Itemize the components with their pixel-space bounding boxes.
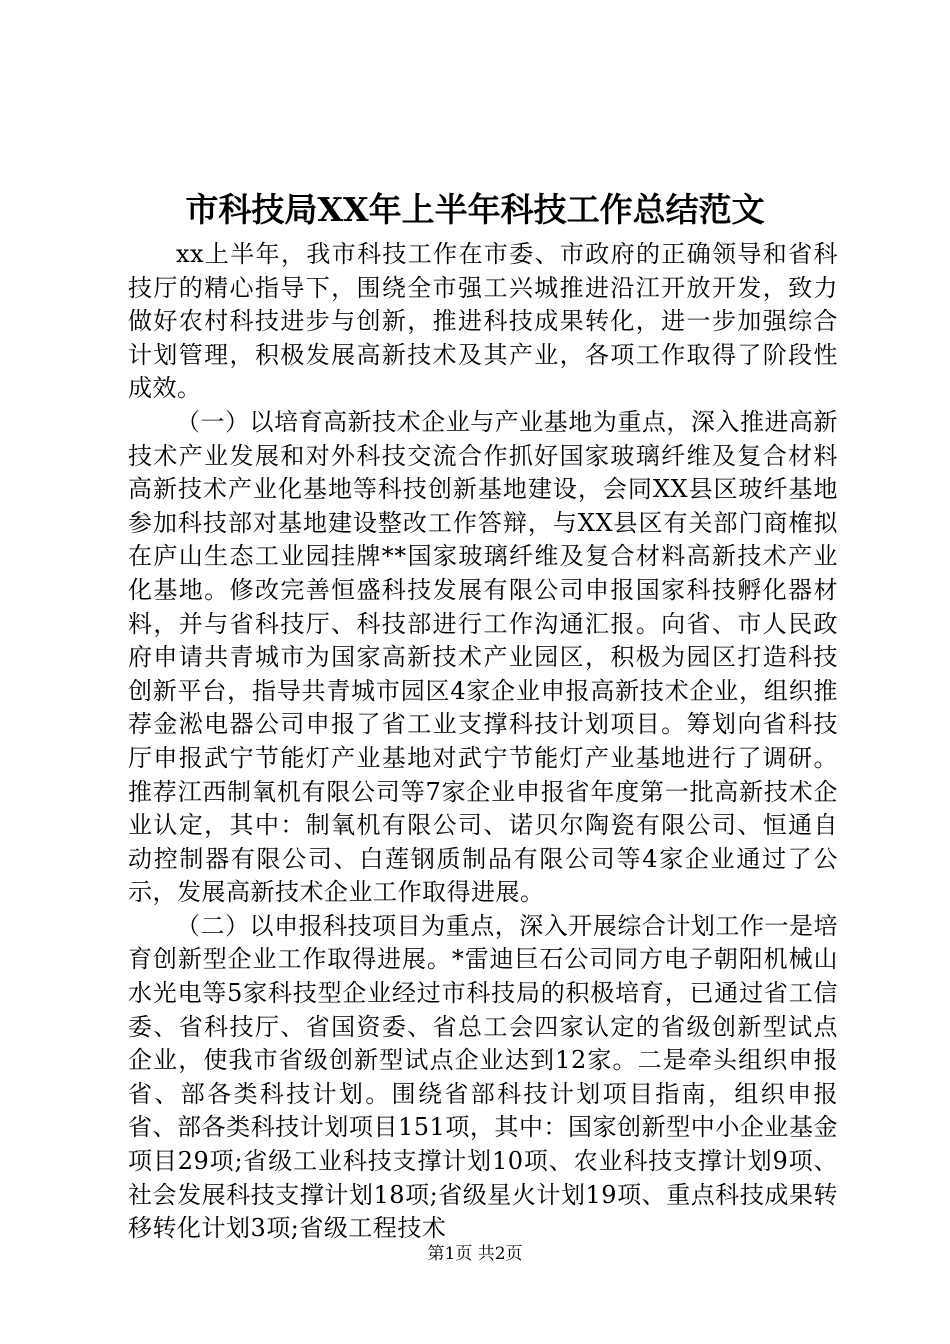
paragraph-section-2: （二）以申报科技项目为重点，深入开展综合计划工作一是培育创新型企业工作取得进展。*雷迪巨石公司同方电子朝阳机械山水光电等5家科技型企业经过市科技局的积极培育，已通过省工信委、省科技厅、省国资委、省总工会四家认定的省级创新型试点企业，使我市省级创新型试点企业达到12家。二是牵头组织申报省、部各类科技计划。围绕省部科技计划项目指南，组织申报省、部各类科技计划项目151项，其中：国家创新型中小企业基金项目29项;省级工业科技支撑计划10项、农业科技支撑计划9项、社会发展科技支撑计划18项;省级星火计划19项、重点科技成果转移转化计划3项;省级工程技术 [128,911,838,1243]
paragraph-intro: xx上半年，我市科技工作在市委、市政府的正确领导和省科技厅的精心指导下，围绕全市强工兴城推进沿江开放开发，致力做好农村科技进步与创新，推进科技成果转化，进一步加强综合计划管理，积极发展高新技术及其产业，各项工作取得了阶段性成效。 [128,240,838,403]
page-number-footer: 第1页 共2页 [427,1244,523,1264]
document-body [128,238,838,1246]
document-title: 市科技局XX年上半年科技工作总结范文 [185,190,765,229]
paragraph-section-1: （一）以培育高新技术企业与产业基地为重点，深入推进高新技术产业发展和对外科技交流合作抓好国家玻璃纤维及复合材料高新技术产业化基地等科技创新基地建设，会同XX县区玻纤基地参加科技部对基地建设整改工作答辩，与XX县区有关部门商榷拟在庐山生态工业园挂牌**国家玻璃纤维及复合材料高新技术产业化基地。修改完善恒盛科技发展有限公司申报国家科技孵化器材料，并与省科技厅、科技部进行工作沟通汇报。向省、市人民政府申请共青城市为国家高新技术产业园区，积极为园区打造科技创新平台，指导共青城市园区4家企业申报高新技术企业，组织推荐金淞电器公司申报了省工业支撑科技计划项目。筹划向省科技厅申报武宁节能灯产业基地对武宁节能灯产业基地进行了调研。推荐江西制氧机有限公司等7家企业申报省年度第一批高新技术企业认定，其中：制氧机有限公司、诺贝尔陶瓷有限公司、恒通自动控制器有限公司、白莲钢质制品有限公司等4家企业通过了公示，发展高新技术企业工作取得进展。 [128,407,838,907]
